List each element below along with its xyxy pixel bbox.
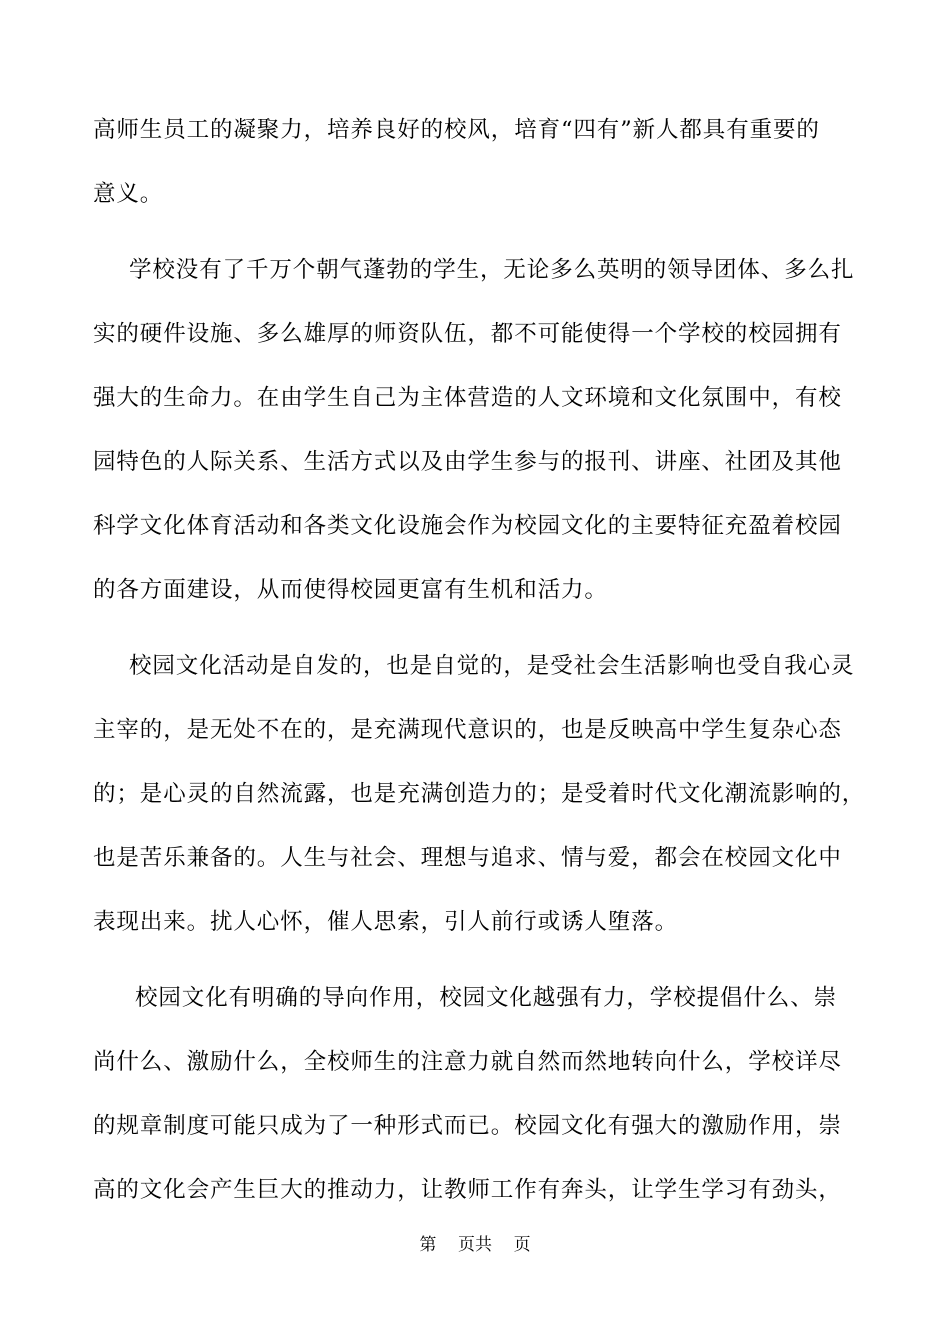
page-footer: 第 页共 页 bbox=[419, 1235, 531, 1255]
text-line: 主宰的，是无处不在的，是充满现代意识的，也是反映高中学生复杂心态 bbox=[93, 717, 842, 743]
text-line: 校园文化活动是自发的，也是自觉的，是受社会生活影响也受自我心灵 bbox=[129, 653, 855, 679]
text-line: 尚什么、激励什么，全校师生的注意力就自然而然地转向什么，学校详尽 bbox=[93, 1049, 842, 1075]
text-line: 意义。 bbox=[93, 181, 164, 207]
text-line: 学校没有了千万个朝气蓬勃的学生，无论多么英明的领导团体、多么扎 bbox=[129, 257, 855, 283]
text-line: 实的硬件设施、多么雄厚的师资队伍，都不可能使得一个学校的校园拥有 bbox=[93, 321, 842, 347]
paragraph-4 bbox=[93, 972, 857, 1228]
text-line: 的各方面建设，从而使得校园更富有生机和活力。 bbox=[93, 577, 608, 603]
paragraph-2 bbox=[93, 244, 857, 628]
text-line: 也是苦乐兼备的。人生与社会、理想与追求、情与爱，都会在校园文化中 bbox=[93, 845, 842, 871]
text-line: 的；是心灵的自然流露，也是充满创造力的；是受着时代文化潮流影响的， bbox=[93, 781, 866, 807]
text-line: 科学文化体育活动和各类文化设施会作为校园文化的主要特征充盈着校园 bbox=[93, 513, 842, 539]
text-line: 高的文化会产生巨大的推动力，让教师工作有奔头，让学生学习有劲头， bbox=[93, 1177, 842, 1203]
text-line: 强大的生命力。在由学生自己为主体营造的人文环境和文化氛围中，有校 bbox=[93, 385, 842, 411]
text-line: 高师生员工的凝聚力，培养良好的校风，培育“四有”新人都具有重要的 bbox=[93, 117, 820, 143]
document-body bbox=[93, 104, 866, 1228]
text-line: 表现出来。扰人心怀，催人思索，引人前行或诱人堕落。 bbox=[93, 909, 679, 935]
text-line: 的规章制度可能只成为了一种形式而已。校园文化有强大的激励作用，崇 bbox=[93, 1113, 842, 1139]
paragraph-3 bbox=[93, 640, 866, 960]
text-line: 园特色的人际关系、生活方式以及由学生参与的报刊、讲座、社团及其他 bbox=[93, 449, 842, 475]
text-line: 校园文化有明确的导向作用，校园文化越强有力，学校提倡什么、崇 bbox=[135, 985, 838, 1011]
paragraph-1 bbox=[93, 104, 857, 232]
